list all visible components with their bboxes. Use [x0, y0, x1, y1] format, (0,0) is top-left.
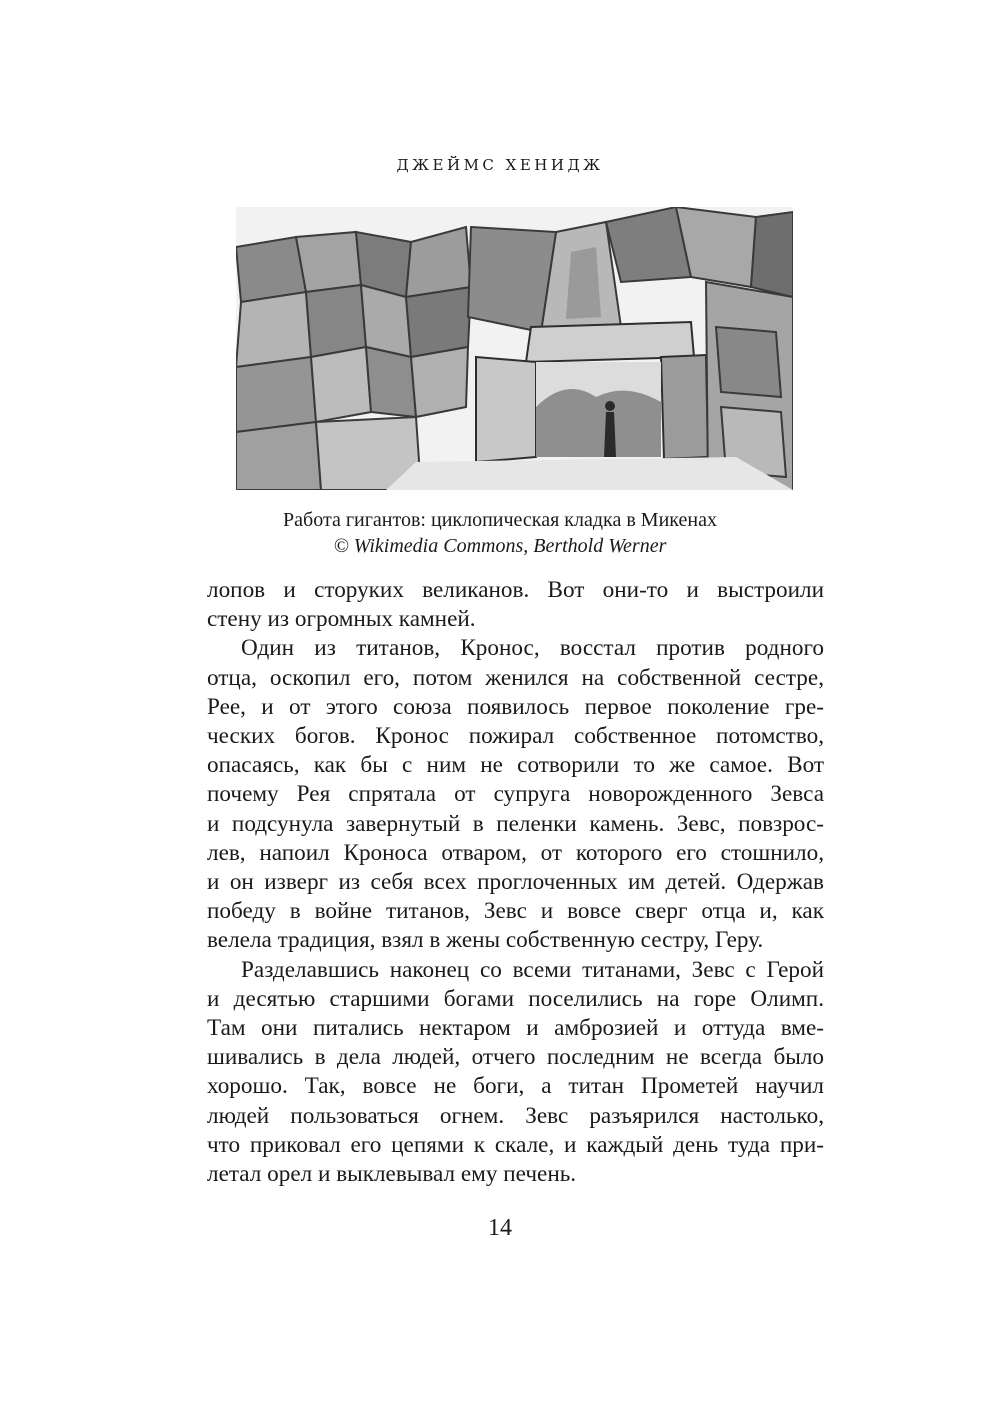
text-line: лопов и сторуких великанов. Вот они-то и выстроили [207, 577, 824, 603]
text-line: ческих богов. Кронос пожирал собственное потомство, [207, 723, 824, 750]
text-line: шивались в дела людей, отчего последним не всегда было [207, 1044, 824, 1071]
text-line: велела традиция, взял в жены собственную сестру, Геру. [207, 927, 764, 954]
text-line: опасаясь, как бы с ним не сотворили то же самое. Вот [207, 752, 824, 779]
text-line: стену из огромных камней. [207, 606, 476, 633]
body-text [207, 576, 824, 1189]
text-line: и он изверг из себя всех проглоченных им детей. Одержав [207, 869, 824, 896]
text-line: Один из титанов, Кронос, восстал против родного [241, 635, 824, 662]
photo-lion-gate [236, 207, 793, 490]
text-line: людей пользоваться огнем. Зевс разъярился настолько, [207, 1102, 824, 1129]
text-line: Там они питались нектаром и амброзией и оттуда вме- [207, 1015, 824, 1042]
caption-title: Работа гигантов: циклопическая кладка в Микенах [283, 509, 717, 531]
text-line: отца, оскопил его, потом женился на собственной сестре, [207, 664, 824, 691]
text-line: почему Рея спрятала от супруга новорожденного Зевса [207, 781, 824, 808]
photo-illustration [236, 207, 793, 490]
text-line: и подсунула завернутый в пеленки камень. Зевс, повзрос- [207, 810, 824, 837]
text-line: что приковал его цепями к скале, и каждый день туда при- [207, 1131, 824, 1158]
text-line: Разделавшись наконец со всеми титанами, Зевс с Герой [241, 956, 824, 983]
text-line: хорошо. Так, вовсе не боги, а титан Прометей научил [207, 1073, 824, 1100]
figure-caption [0, 507, 1000, 559]
caption-credit: © Wikimedia Commons, Berthold Werner [333, 535, 667, 557]
running-head: ДЖЕЙМС ХЕНИДЖ [396, 156, 604, 174]
text-line: победу в войне титанов, Зевс и вовсе сверг отца и, как [207, 898, 824, 925]
text-line: лев, напоил Кроноса отваром, от которого его стошнило, [207, 839, 824, 866]
page-number: 14 [488, 1215, 512, 1241]
text-line: летал орел и выклевывал ему печень. [207, 1161, 577, 1188]
text-line: и десятью старшими богами поселились на горе Олимп. [207, 985, 824, 1012]
text-line: Рее, и от этого союза появилось первое поколение гре- [207, 693, 824, 720]
